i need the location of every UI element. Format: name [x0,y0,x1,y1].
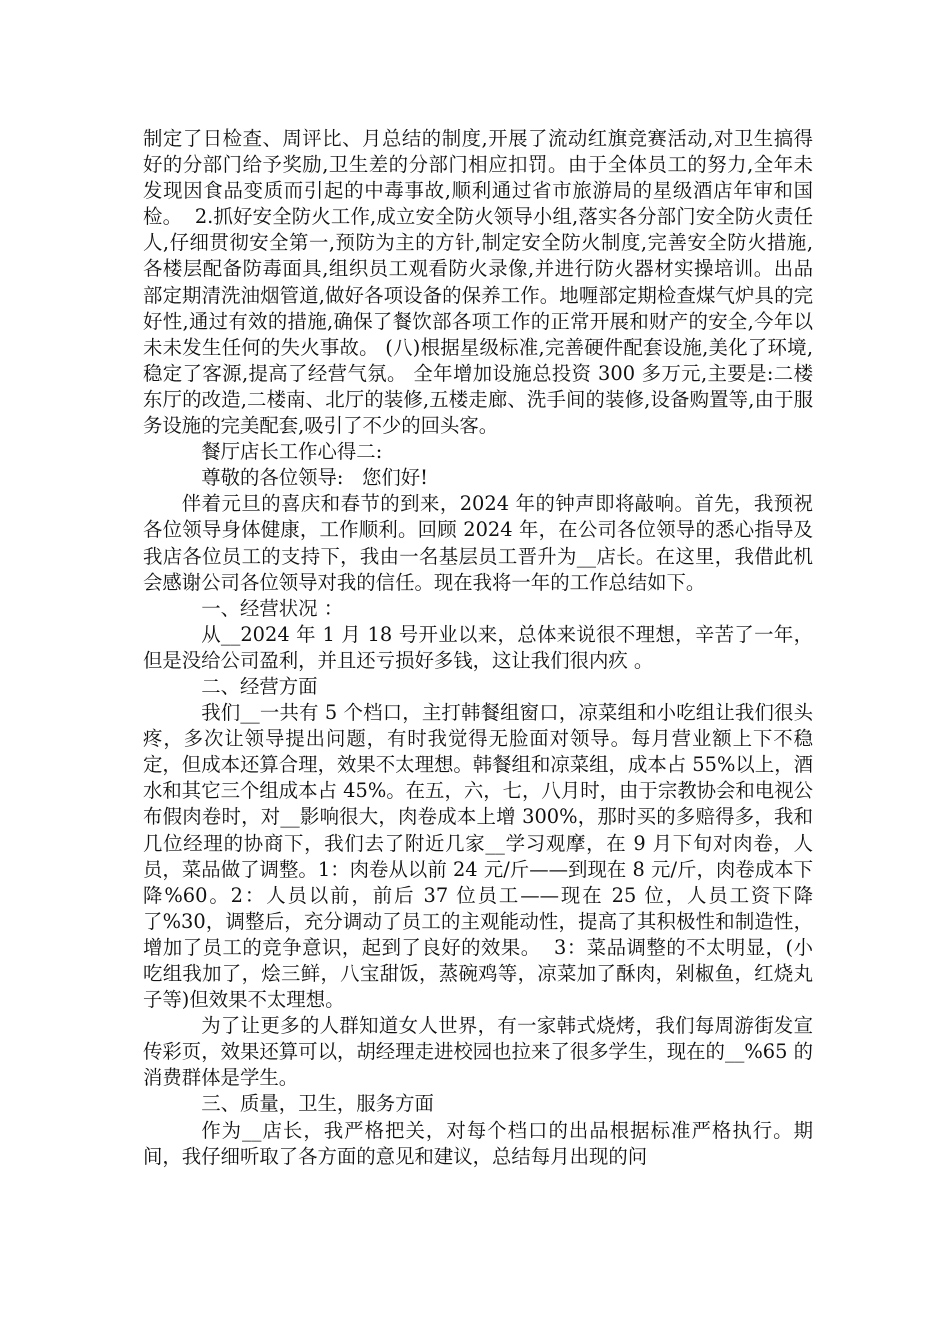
section-heading-quality: 三、质量，卫生，服务方面 [201,1092,434,1116]
greeting-line: 尊敬的各位领导: 您们好! [201,466,428,490]
operations-paragraph: 我们__一共有 5 个档口，主打韩餐组窗口，凉菜组和小吃组让我们很头疼，多次让领导提出问题，有时我觉得无脸面对领导。每月营业额上下不稳定，但成本还算合理，效果不太理想。韩餐组和凉菜组，成本占 55%以上，酒水和其它三个组成本占 45%。在五，六，七，八月时，由于宗教协会和电视公布假肉卷时，对__影响很大，肉卷成本上增 300%，那时买的多赔得多，我和几位经理的协商下，我们去了附近几家__学习观摩，在 9 月下旬对肉卷，人员，菜品做了调整。1：肉卷从以前 24 元/斤——到现在 8 元/斤，肉卷成本下降%60。2：人员以前，前后 37 位员工——现在 25 位，人员工资下降了%30，调整后，充分调动了员工的主观能动性，提高了其积极性和制造性，增加了员工的竞争意识，起到了良好的效果。 3：菜品调整的不太明显，(小吃组我加了，烩三鲜，八宝甜饭，蒸碗鸡等，凉菜加了酥肉，剁椒鱼，红烧丸子等)但效果不太理想。 [143,701,813,1012]
section-heading-operations-status: 一、经营状况 ： [201,596,344,620]
promotion-paragraph: 为了让更多的人群知道女人世界，有一家韩式烧烤，我们每周游街发宣传彩页，效果还算可以，胡经理走进校园也拉来了很多学生，现在的__%65 的消费群体是学生。 [143,1014,813,1090]
document-page [143,126,813,1170]
intro-paragraph: 伴着元旦的喜庆和春节的到来，2024 年的钟声即将敲响。首先，我预祝各位领导身体健康，工作顺利。回顾 2024 年，在公司各位领导的悉心指导及我店各位员工的支持下，我由一名基层员工晋升为__店长。在这里，我借此机会感谢公司各位领导对我的信任。现在我将一年的工作总结如下。 [143,492,813,594]
section-title-two: 餐厅店长工作心得二: [201,440,383,464]
quality-paragraph: 作为__店长，我严格把关，对每个档口的出品根据标准严格执行。期间，我仔细听取了各方面的意见和建议，总结每月出现的问 [143,1118,813,1168]
section-heading-operations: 二、经营方面 [201,674,318,698]
operations-status-paragraph: 从__2024 年 1 月 18 号开业以来，总体来说很不理想，辛苦了一年，但是没给公司盈利，并且还亏损好多钱，这让我们很内疚 。 [143,622,813,672]
paragraph-safety-hygiene: 制定了日检查、周评比、月总结的制度,开展了流动红旗竞赛活动,对卫生搞得好的分部门给予奖励,卫生差的分部门相应扣罚。由于全体员工的努力,全年未发现因食品变质而引起的中毒事故,顺利通过省市旅游局的星级酒店年审和国检。 2.抓好安全防火工作,成立安全防火领导小组,落实各分部门安全防火责任人,仔细贯彻安全第一,预防为主的方针,制定安全防火制度,完善安全防火措施,各楼层配备防毒面具,组织员工观看防火录像,并进行防火器材实操培训。出品部定期清洗油烟管道,做好各项设备的保养工作。地喱部定期检查煤气炉具的完好性,通过有效的措施,确保了餐饮部各项工作的正常开展和财产的安全,今年以未未发生任何的失火事故。 (八)根据星级标准,完善硬件配套设施,美化了环境,稳定了客源,提高了经营气氛。 全年增加设施总投资 300 多万元,主要是:二楼东厅的改造,二楼南、北厅的装修,五楼走廊、洗手间的装修,设备购置等,由于服务设施的完美配套,吸引了不少的回头客。 [143,127,813,438]
